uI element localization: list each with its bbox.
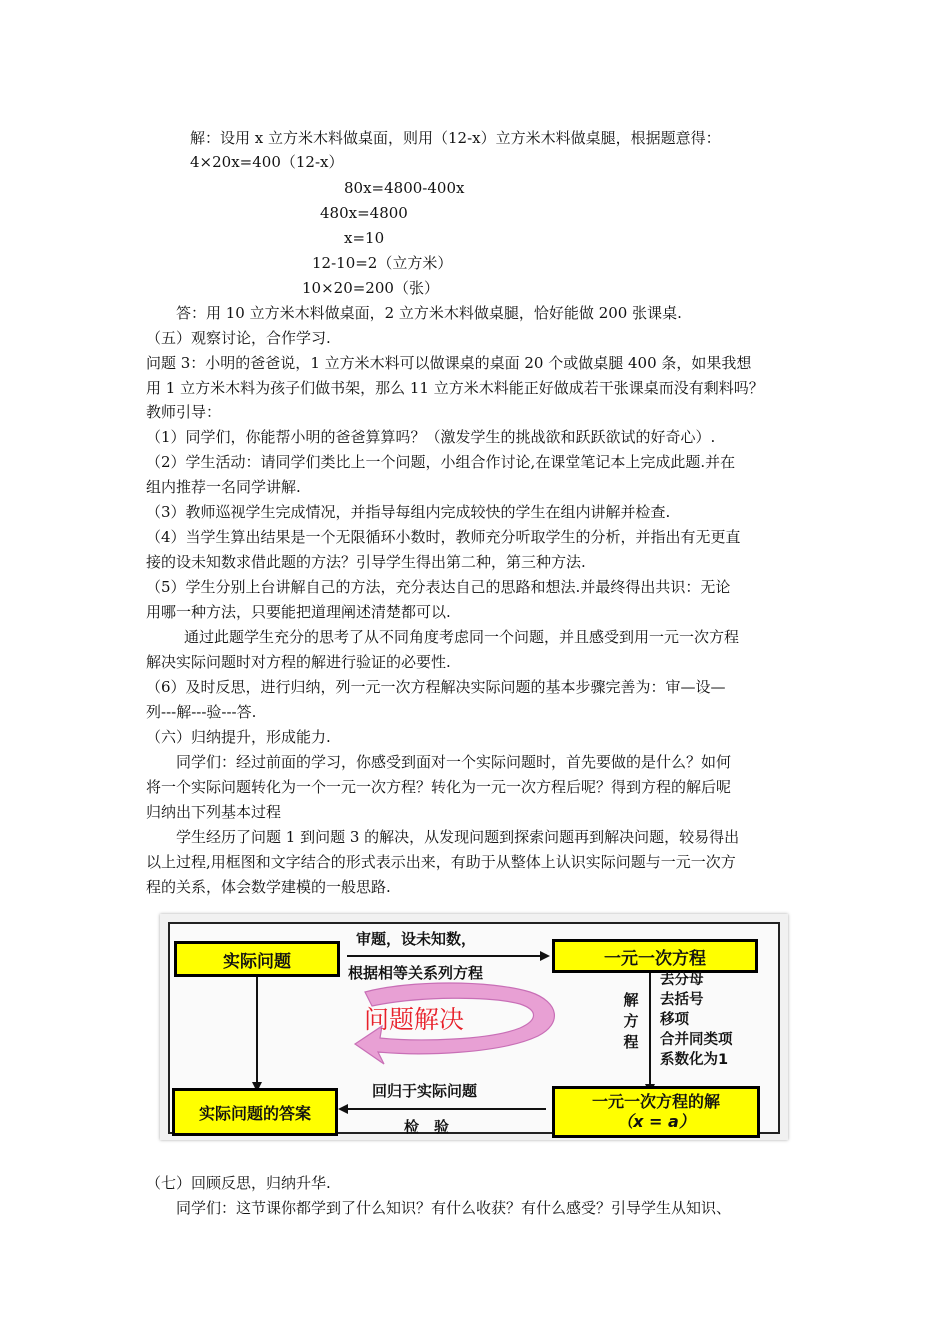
bottom-arrow-label-2: 检 验 bbox=[404, 1118, 450, 1136]
solve-char: 解 bbox=[623, 991, 639, 1009]
box-equation-solution bbox=[552, 1086, 760, 1138]
solve-char: 方 bbox=[623, 1012, 639, 1030]
section-heading: （五）观察讨论，合作学习. bbox=[146, 329, 331, 347]
equation-step-line: 480x=4800 bbox=[320, 204, 408, 222]
solve-char: 程 bbox=[623, 1033, 639, 1051]
paragraph-line: （1）同学们，你能帮小明的爸爸算算吗？（激发学生的挑战欲和跃跃欲试的好奇心）. bbox=[146, 428, 716, 446]
box-answer: 实际问题的答案 bbox=[172, 1088, 338, 1136]
paragraph-line: 将一个实际问题转化为一个一元一次方程？转化为一元一次方程后呢？得到方程的解后呢 bbox=[146, 778, 732, 796]
section-heading: （七）回顾反思，归纳升华. bbox=[146, 1174, 331, 1192]
paragraph-line: 同学们：经过前面的学习，你感受到面对一个实际问题时，首先要做的是什么？如何 bbox=[176, 753, 732, 771]
paragraph-line: 列---解---验---答. bbox=[146, 703, 257, 721]
flow-diagram bbox=[160, 914, 788, 1140]
solve-steps-list bbox=[660, 970, 733, 1070]
paragraph-line: 学生经历了问题 1 到问题 3 的解决，从发现问题到探索问题再到解决问题，较易得出 bbox=[176, 828, 740, 846]
paragraph-line: （2）学生活动：请同学们类比上一个问题，小组合作讨论,在课堂笔记本上完成此题.并在 bbox=[146, 453, 736, 471]
paragraph-line: 接的设未知数求借此题的方法？引导学生得出第二种，第三种方法. bbox=[146, 553, 586, 571]
section-heading: （六）归纳提升，形成能力. bbox=[146, 728, 331, 746]
paragraph-line: （4）当学生算出结果是一个无限循环小数时，教师充分听取学生的分析，并指出有无更直 bbox=[146, 528, 741, 546]
equation-step-line: 12-10=2（立方米） bbox=[312, 254, 453, 272]
equation-step-line: x=10 bbox=[344, 229, 385, 247]
paragraph-line: （6）及时反思，进行归纳，列一元一次方程解决实际问题的基本步骤完善为：审—设— bbox=[146, 678, 726, 696]
box-linear-equation: 一元一次方程 bbox=[552, 939, 758, 973]
solve-step: 去括号 bbox=[660, 992, 704, 1008]
paragraph-line: 程的关系，体会数学建模的一般思路. bbox=[146, 878, 391, 896]
top-arrow-label-1: 审题，设未知数， bbox=[356, 930, 477, 948]
paragraph-line: （5）学生分别上台讲解自己的方法，充分表达自己的思路和想法.并最终得出共识：无论 bbox=[146, 578, 731, 596]
paragraph-line: 教师引导： bbox=[146, 403, 222, 421]
paragraph-line: 用 1 立方米木料为孩子们做书架，那么 11 立方米木料能正好做成若干张课桌而没有剩料吗？ bbox=[146, 379, 764, 397]
center-label: 问题解决 bbox=[364, 1005, 465, 1034]
solve-step: 系数化为1 bbox=[660, 1052, 729, 1068]
box-actual-problem: 实际问题 bbox=[174, 941, 340, 977]
solve-step: 去分母 bbox=[660, 972, 704, 988]
paragraph-line: 用哪一种方法，只要能把道理阐述清楚都可以. bbox=[146, 603, 451, 621]
bottom-arrow-label-1: 回归于实际问题 bbox=[372, 1082, 478, 1100]
equation-step-line: 80x=4800-400x bbox=[344, 179, 465, 197]
solution-intro-line: 解：设用 x 立方米木料做桌面，则用（12-x）立方米木料做桌腿，根据题意得： bbox=[190, 129, 721, 147]
paragraph-line: 同学们：这节课你都学到了什么知识？有什么收获？有什么感受？引导学生从知识、 bbox=[176, 1199, 732, 1217]
solve-step: 移项 bbox=[660, 1012, 689, 1028]
paragraph-line: 以上过程,用框图和文字结合的形式表示出来，有助于从整体上认识实际问题与一元一次方 bbox=[146, 853, 736, 871]
solution-title: 一元一次方程的解 bbox=[591, 1092, 720, 1111]
top-arrow-label-2: 根据相等关系列方程 bbox=[348, 964, 484, 982]
equation-line: 4×20x=400（12-x） bbox=[190, 153, 344, 171]
solution-subtitle: （x = a） bbox=[617, 1112, 695, 1131]
equation-step-line: 10×20=200（张） bbox=[302, 279, 439, 297]
paragraph-line: 组内推荐一名同学讲解. bbox=[146, 478, 301, 496]
paragraph-line: 问题 3：小明的爸爸说，1 立方米木料可以做课桌的桌面 20 个或做桌腿 400 条，如果我想 bbox=[146, 354, 752, 372]
paragraph-line: 归纳出下列基本过程 bbox=[146, 803, 282, 821]
answer-line: 答：用 10 立方米木料做桌面，2 立方米木料做桌腿，恰好能做 200 张课桌. bbox=[176, 304, 682, 322]
solve-label bbox=[622, 990, 640, 1053]
paragraph-line: （3）教师巡视学生完成情况，并指导每组内完成较快的学生在组内讲解并检查. bbox=[146, 503, 671, 521]
solve-step: 合并同类项 bbox=[660, 1032, 733, 1048]
paragraph-line: 解决实际问题时对方程的解进行验证的必要性. bbox=[146, 653, 451, 671]
paragraph-line: 通过此题学生充分的思考了从不同角度考虑同一个问题，并且感受到用一元一次方程 bbox=[184, 628, 740, 646]
